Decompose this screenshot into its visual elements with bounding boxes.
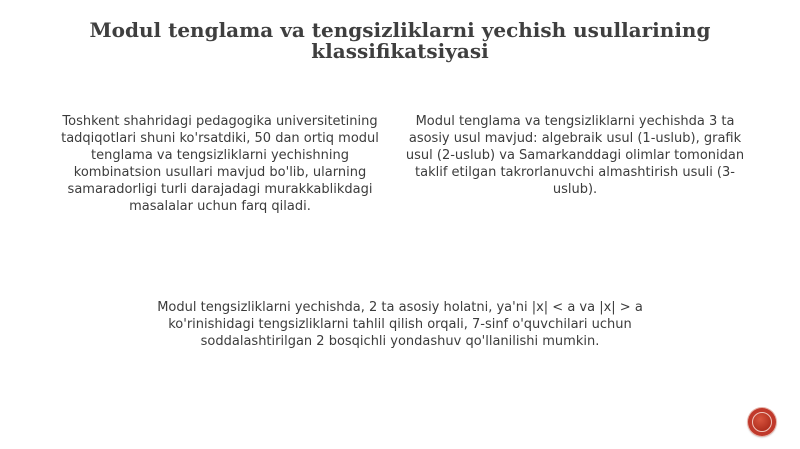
slide-title: Modul tenglama va tengsizliklarni yechish usullarining klassifikatsiyasi: [89, 18, 711, 63]
bottom-paragraph: Modul tengsizliklarni yechishda, 2 ta asosiy holatni, ya'ni |x| < a va |x| > a ko'rinishidagi tengsizliklarni tahlil qilish orqali, 7-sinf o'quvchilari uchun soddalashtirilgan 2 bosqichli yondashuv qo'llanilishi mumkin.: [157, 300, 643, 349]
right-paragraph: Modul tenglama va tengsizliklarni yechishda 3 ta asosiy usul mavjud: algebraik usul (1-uslub), grafik usul (2-uslub) va Samarkanddagi olimlar tomonidan taklif etilgan takrorlanuvchi almashtirish usuli (3-uslub).: [405, 114, 745, 197]
circle-icon: [752, 412, 772, 432]
left-paragraph: Toshkent shahridagi pedagogika universitetining tadqiqotlari shuni ko'rsatdiki, 50 dan ortiq modul tenglama va tengsizliklarni yechishning kombinatsion usullari mavjud bo'lib, ularning samaradorligi turli darajadagi murakkablikdagi masalalar uchun farq qiladi.: [61, 114, 379, 214]
next-slide-button[interactable]: [748, 408, 776, 436]
